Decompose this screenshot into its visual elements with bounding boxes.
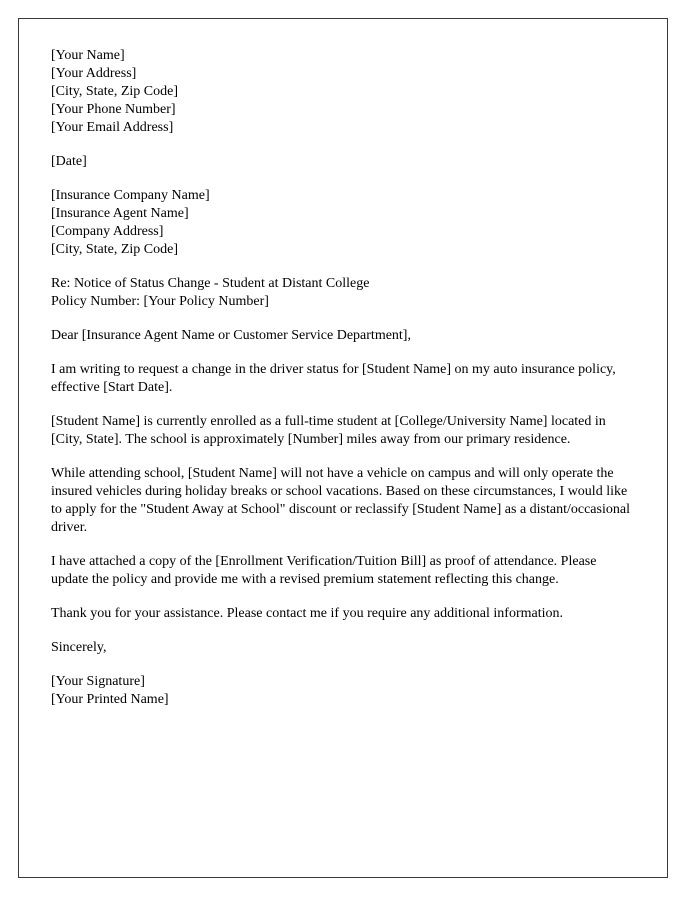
policy-number-line: Policy Number: [Your Policy Number] — [51, 294, 269, 309]
salutation-block — [51, 327, 637, 345]
subject-block — [51, 275, 637, 311]
sender-city-line: [City, State, Zip Code] — [51, 84, 179, 99]
salutation-line: Dear [Insurance Agent Name or Customer Service Department], — [51, 328, 411, 343]
recipient-agent-line: [Insurance Agent Name] — [51, 206, 189, 221]
sender-name-line: [Your Name] — [51, 48, 125, 63]
body-paragraph-5: Thank you for your assistance. Please contact me if you require any additional information. — [51, 606, 564, 621]
sender-address-line: [Your Address] — [51, 66, 137, 81]
body-paragraph-4: I have attached a copy of the [Enrollment Verification/Tuition Bill] as proof of attendance. Please update the policy and provide me with a revised premium statement reflecting this change. — [51, 554, 597, 587]
sender-phone-line: [Your Phone Number] — [51, 102, 176, 117]
signature-line: [Your Signature] — [51, 674, 145, 689]
subject-line: Re: Notice of Status Change - Student at Distant College — [51, 276, 370, 291]
closing-block — [51, 639, 637, 657]
printed-name-line: [Your Printed Name] — [51, 692, 169, 707]
date-block — [51, 153, 637, 171]
closing-line: Sincerely, — [51, 640, 107, 655]
recipient-address-block — [51, 187, 637, 259]
recipient-company-line: [Insurance Company Name] — [51, 188, 210, 203]
body-paragraph-3: While attending school, [Student Name] will not have a vehicle on campus and will only operate the insured vehicles during holiday breaks or school vacations. Based on these circumstances, I would like to apply for the "Student Away at School" discount or reclassify [Student Name] as a distant/occasional driver. — [51, 466, 630, 535]
body-paragraph-1: I am writing to request a change in the driver status for [Student Name] on my auto insurance policy, effective [Start Date]. — [51, 362, 616, 395]
date-line: [Date] — [51, 154, 87, 169]
signature-block — [51, 673, 637, 709]
recipient-address-line: [Company Address] — [51, 224, 164, 239]
sender-email-line: [Your Email Address] — [51, 120, 174, 135]
letter-document — [18, 18, 668, 878]
body-paragraph-2: [Student Name] is currently enrolled as a full-time student at [College/University Name] located in [City, State]. The school is approximately [Number] miles away from our primary residence. — [51, 414, 606, 447]
recipient-city-line: [City, State, Zip Code] — [51, 242, 179, 257]
sender-address-block — [51, 47, 637, 137]
